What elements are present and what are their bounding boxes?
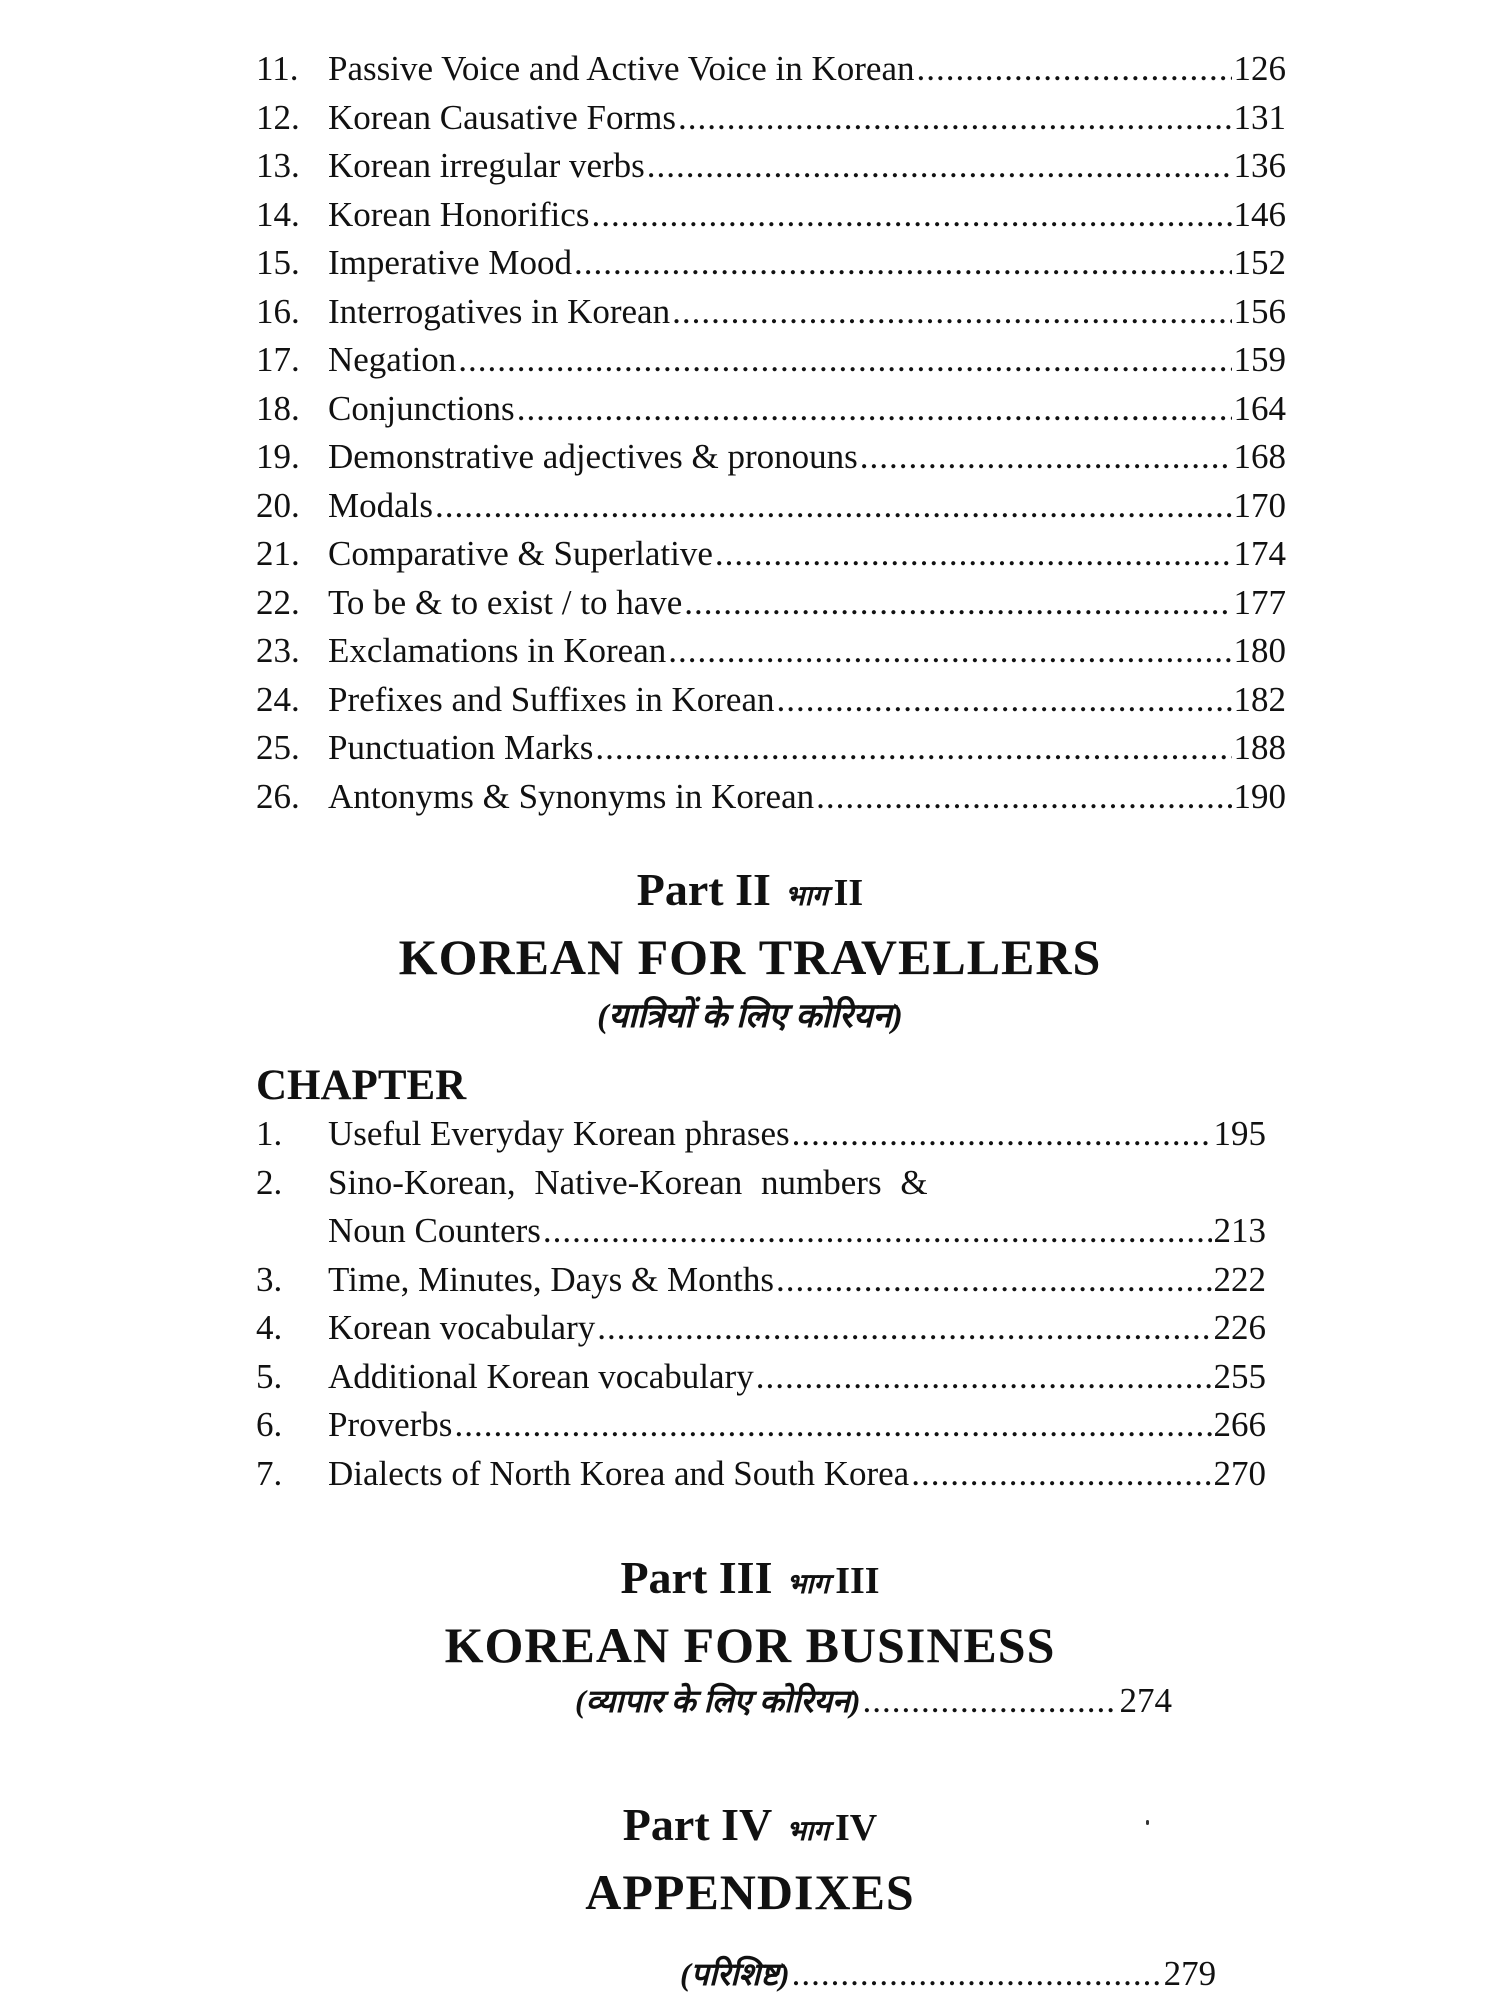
entry-page-number: 270 — [1213, 1453, 1266, 1493]
toc-part2-list — [256, 1110, 1266, 1498]
entry-page-number: 180 — [1233, 631, 1286, 670]
entry-number: 4. — [256, 1308, 283, 1347]
entry-number: 7. — [256, 1453, 283, 1493]
entry-page-number: 170 — [1233, 485, 1286, 525]
entry-page-number: 164 — [1233, 388, 1286, 428]
entry-page-number: 156 — [1233, 291, 1286, 331]
part2-hindi-title: (यात्रियों के लिए कोरियन) — [597, 998, 903, 1035]
part4-title: APPENDIXES — [585, 1864, 915, 1920]
entry-number: 5. — [256, 1356, 283, 1396]
toc-entry — [256, 579, 1286, 628]
entry-page-number: 222 — [1213, 1259, 1266, 1299]
entry-page-number: 226 — [1213, 1308, 1266, 1347]
toc-entry — [256, 724, 1286, 773]
entry-page-number: 190 — [1233, 776, 1286, 816]
leader-dots — [595, 724, 1231, 773]
entry-number: 16. — [256, 291, 300, 331]
part3-hindi-title: (व्यापार के लिए कोरियन) — [575, 1683, 861, 1719]
part2-heading — [0, 862, 1500, 1045]
part3-heading — [0, 1550, 1500, 1677]
toc-entry — [256, 773, 1286, 822]
chapter-entry — [256, 1450, 1266, 1499]
chapter-entry — [256, 1207, 1266, 1256]
toc-part1-list — [256, 45, 1286, 821]
chapter-entry — [256, 1110, 1266, 1159]
entry-title: Korean vocabulary — [328, 1308, 596, 1347]
entry-page-number: 159 — [1233, 340, 1286, 379]
entry-title: To be & to exist / to have — [328, 582, 683, 622]
entry-title: Demonstrative adjectives & pronouns — [328, 437, 858, 476]
toc-entry — [256, 627, 1286, 676]
entry-page-number: 131 — [1233, 97, 1286, 137]
part3-title: KOREAN FOR BUSINESS — [444, 1617, 1056, 1673]
chapter-entry — [256, 1401, 1266, 1450]
entry-page-number: 136 — [1233, 146, 1286, 185]
entry-title: Useful Everyday Korean phrases — [328, 1114, 790, 1153]
leader-dots — [862, 1677, 1117, 1725]
entry-number: 6. — [256, 1405, 283, 1444]
leader-dots — [756, 1353, 1212, 1402]
entry-title: Additional Korean vocabulary — [328, 1356, 754, 1396]
entry-number: 11. — [256, 49, 299, 88]
toc-entry — [256, 336, 1286, 385]
entry-title: Proverbs — [328, 1405, 453, 1444]
entry-page-number: 188 — [1233, 728, 1286, 767]
part3-hindi-label: भाग — [786, 1569, 830, 1600]
entry-page-number: 126 — [1233, 49, 1286, 88]
entry-number: 3. — [256, 1259, 283, 1299]
entry-number: 14. — [256, 194, 300, 234]
leader-dots — [668, 627, 1231, 676]
part3-page-number: 274 — [1119, 1681, 1172, 1720]
entry-title: Passive Voice and Active Voice in Korean — [328, 49, 915, 88]
chapter-entry — [256, 1353, 1266, 1402]
toc-entry — [256, 239, 1286, 288]
part4-page-number: 279 — [1163, 1954, 1217, 1993]
entry-title: Prefixes and Suffixes in Korean — [328, 679, 775, 719]
leader-dots — [776, 676, 1231, 725]
entry-page-number: 182 — [1233, 679, 1286, 719]
chapter-entry — [256, 1159, 1266, 1208]
leader-dots — [684, 579, 1231, 628]
leader-dots — [776, 1256, 1212, 1305]
leader-dots — [672, 288, 1231, 337]
entry-title: Antonyms & Synonyms in Korean — [328, 776, 815, 816]
entry-number: 15. — [256, 243, 300, 282]
entry-title: Korean Causative Forms — [328, 97, 676, 137]
leader-dots — [792, 1950, 1162, 1998]
leader-dots — [916, 45, 1231, 94]
part4-hindi-title: (परिशिष्ट) — [680, 1956, 790, 1992]
leader-dots — [678, 94, 1232, 143]
entry-page-number: 255 — [1213, 1356, 1266, 1396]
entry-page-number: 177 — [1233, 582, 1286, 622]
leader-dots — [458, 336, 1231, 385]
entry-page-number: 213 — [1213, 1211, 1266, 1250]
leader-dots — [591, 191, 1231, 240]
leader-dots — [597, 1304, 1211, 1353]
toc-entry — [256, 433, 1286, 482]
leader-dots — [517, 385, 1232, 434]
entry-title: Noun Counters — [328, 1211, 541, 1250]
entry-title: Conjunctions — [328, 388, 515, 428]
toc-entry — [256, 191, 1286, 240]
entry-title: Negation — [328, 340, 457, 379]
part3-label: Part III — [620, 1552, 773, 1603]
entry-page-number: 195 — [1213, 1114, 1266, 1153]
toc-entry — [256, 482, 1286, 531]
entry-title: Korean irregular verbs — [328, 146, 645, 185]
toc-entry — [256, 142, 1286, 191]
leader-dots — [792, 1110, 1212, 1159]
leader-dots — [816, 773, 1231, 822]
entry-title: Punctuation Marks — [328, 728, 594, 767]
entry-number: 18. — [256, 388, 300, 428]
chapter-entry — [256, 1256, 1266, 1305]
entry-page-number: 266 — [1213, 1405, 1266, 1444]
leader-dots — [454, 1401, 1211, 1450]
entry-title: Korean Honorifics — [328, 194, 590, 234]
toc-entry — [256, 676, 1286, 725]
leader-dots — [860, 433, 1232, 482]
part2-hindi-label: भाग — [784, 881, 828, 912]
leader-dots — [435, 482, 1232, 531]
entry-title: Interrogatives in Korean — [328, 291, 671, 331]
entry-page-number: 152 — [1233, 243, 1286, 282]
toc-entry — [256, 385, 1286, 434]
part2-roman: II — [833, 872, 864, 914]
entry-number: 22. — [256, 582, 300, 622]
entry-number: 26. — [256, 776, 300, 816]
chapter-entry — [256, 1304, 1266, 1353]
toc-entry — [256, 530, 1286, 579]
leader-dots — [543, 1207, 1212, 1256]
entry-number: 24. — [256, 679, 300, 719]
entry-number: 21. — [256, 534, 300, 573]
entry-title: Time, Minutes, Days & Months — [328, 1259, 774, 1299]
part4-roman: IV — [834, 1807, 878, 1849]
entry-number: 20. — [256, 485, 300, 525]
entry-page-number: 146 — [1233, 194, 1286, 234]
part3-entry — [575, 1677, 1172, 1725]
entry-number: 2. — [256, 1162, 283, 1202]
entry-number: 25. — [256, 728, 300, 767]
entry-title: Dialects of North Korea and South Korea — [328, 1453, 910, 1493]
entry-title: Comparative & Superlative — [328, 534, 713, 573]
entry-page-number: 168 — [1233, 437, 1286, 476]
chapter-label: CHAPTER — [256, 1062, 467, 1109]
entry-title: Exclamations in Korean — [328, 631, 667, 670]
toc-entry — [256, 45, 1286, 94]
leader-dots — [647, 142, 1232, 191]
leader-dots — [911, 1450, 1211, 1499]
part3-roman: III — [835, 1560, 880, 1602]
part4-label: Part IV — [622, 1799, 773, 1850]
entry-page-number: 174 — [1233, 534, 1286, 573]
leader-dots — [715, 530, 1232, 579]
toc-entry — [256, 288, 1286, 337]
part4-hindi-label: भाग — [786, 1816, 829, 1847]
toc-entry — [256, 94, 1286, 143]
entry-title: Modals — [328, 485, 433, 525]
entry-number: 12. — [256, 97, 300, 137]
entry-title: Sino-Korean, Native-Korean numbers & — [328, 1162, 928, 1202]
scan-speck — [1146, 1820, 1149, 1825]
leader-dots — [574, 239, 1232, 288]
entry-number: 19. — [256, 437, 300, 476]
entry-title: Imperative Mood — [328, 243, 572, 282]
entry-number: 17. — [256, 340, 300, 379]
part2-title: KOREAN FOR TRAVELLERS — [398, 929, 1102, 985]
entry-number: 1. — [256, 1114, 283, 1153]
entry-number: 13. — [256, 146, 300, 185]
part2-label: Part II — [636, 864, 771, 915]
entry-number: 23. — [256, 631, 300, 670]
part4-entry — [680, 1950, 1216, 1998]
part4-heading — [0, 1797, 1500, 1924]
